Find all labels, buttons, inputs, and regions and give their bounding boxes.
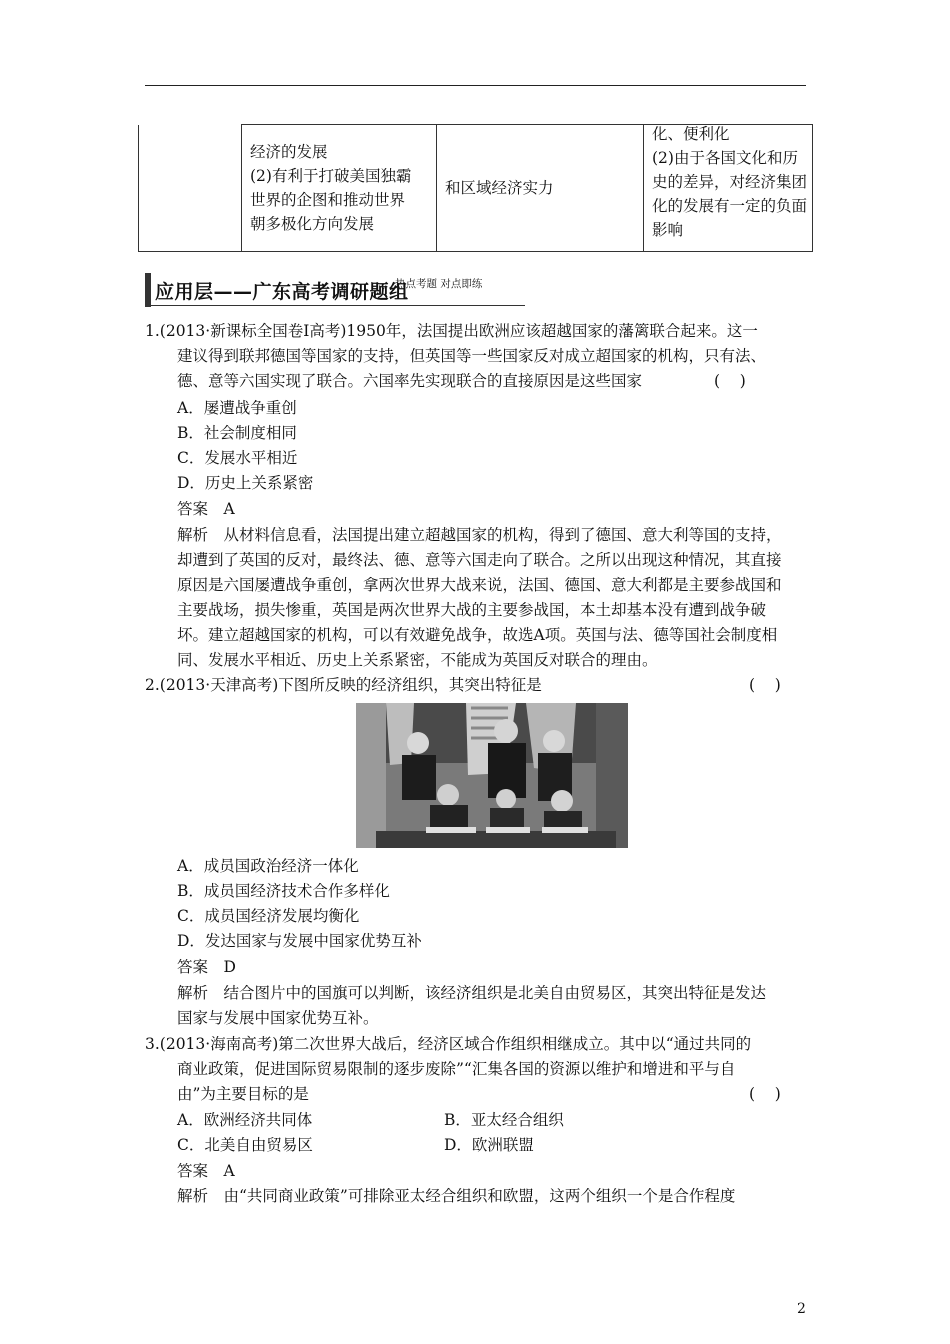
q3-option: A．欧洲经济共同体 bbox=[177, 1111, 313, 1129]
section-heading bbox=[145, 273, 525, 307]
q1-answer: 答案 A bbox=[177, 500, 235, 518]
q2-analysis-line: 解析 结合图片中的国旗可以判断，该经济组织是北美自由贸易区，其突出特征是发达 bbox=[177, 984, 767, 1002]
q1-analysis-line: 却遭到了英国的反对，最终法、德、意等六国走向了联合。之所以出现这种情况，其直接 bbox=[177, 551, 782, 569]
q2-option: A．成员国政治经济一体化 bbox=[177, 857, 359, 875]
q2-option: B．成员国经济技术合作多样化 bbox=[177, 882, 390, 900]
q2-answer: 答案 D bbox=[177, 958, 236, 976]
heading-bar bbox=[145, 273, 151, 307]
q3-stem-line: 由”为主要目标的是 bbox=[177, 1085, 309, 1103]
table-cell-empty bbox=[139, 125, 242, 252]
header-rule bbox=[145, 85, 806, 86]
q1-analysis-line: 原因是六国屡遭战争重创，拿两次世界大战来说，法国、德国、意大利都是主要参战国和 bbox=[177, 576, 782, 594]
q3-answer: 答案 A bbox=[177, 1162, 235, 1180]
q1-stem-line: 1.(2013·新课标全国卷Ⅰ高考)1950年，法国提出欧洲应该超越国家的藩篱联合起来。这一 bbox=[145, 322, 758, 340]
table-cell-significance: 经济的发展 (2)有利于打破美国独霸 世界的企图和推动世界 朝多极化方向发展 bbox=[242, 125, 437, 252]
table-cell-problems: 化、便利化 (2)由于各国文化和历 史的差异，对经济集团 化的发展有一定的负面 影响 bbox=[644, 125, 813, 252]
table-cell-strength: 和区域经济实力 bbox=[437, 125, 644, 252]
q2-option: D．发达国家与发展中国家优势互补 bbox=[177, 932, 422, 950]
q1-analysis-line: 坏。建立超越国家的机构，可以有效避免战争，故选A项。英国与法、德等国社会制度相 bbox=[177, 626, 778, 644]
q1-option: D．历史上关系紧密 bbox=[177, 474, 314, 492]
q1-option: B．社会制度相同 bbox=[177, 424, 297, 442]
heading-underline bbox=[145, 305, 525, 306]
q2-analysis-line: 国家与发展中国家优势互补。 bbox=[177, 1009, 379, 1027]
photo-illustration bbox=[356, 703, 628, 848]
q1-answer-blank: ( ) bbox=[714, 372, 746, 390]
q3-analysis-line: 解析 由“共同商业政策”可排除亚太经合组织和欧盟，这两个组织一个是合作程度 bbox=[177, 1187, 736, 1205]
q2-option: C．成员国经济发展均衡化 bbox=[177, 907, 360, 925]
comparison-table bbox=[138, 124, 813, 252]
q1-analysis-line: 解析 从材料信息看，法国提出建立超越国家的机构，得到了德国、意大利等国的支持， bbox=[177, 526, 782, 544]
q3-stem-line: 商业政策，促进国际贸易限制的逐步废除”“汇集各国的资源以维护和增进和平与自 bbox=[177, 1060, 736, 1078]
section-title: 应用层——广东高考调研题组 bbox=[155, 281, 409, 303]
q3-answer-blank: ( ) bbox=[749, 1085, 781, 1103]
q3-option: C．北美自由贸易区 bbox=[177, 1136, 313, 1154]
section-subtitle: 热点考题 对点即练 bbox=[395, 278, 483, 290]
q1-stem-line: 建议得到联邦德国等国家的支持，但英国等一些国家反对成立超国家的机构，只有法、 bbox=[177, 347, 767, 365]
q1-stem-line: 德、意等六国实现了联合。六国率先实现联合的直接原因是这些国家 bbox=[177, 372, 643, 390]
q1-option: C．发展水平相近 bbox=[177, 449, 298, 467]
q2-answer-blank: ( ) bbox=[749, 676, 781, 694]
q3-stem-line: 3.(2013·海南高考)第二次世界大战后，经济区域合作组织相继成立。其中以“通过共同的 bbox=[145, 1035, 752, 1053]
q1-analysis-line: 同、发展水平相近、历史上关系紧密，不能成为英国反对联合的理由。 bbox=[177, 651, 658, 669]
q1-option: A．屡遭战争重创 bbox=[177, 399, 297, 417]
page-number: 2 bbox=[797, 1301, 806, 1317]
q3-option: B．亚太经合组织 bbox=[444, 1111, 564, 1129]
q1-analysis-line: 主要战场，损失惨重，英国是两次世界大战的主要参战国，本土却基本没有遭到战争破 bbox=[177, 601, 767, 619]
signing-ceremony-photo bbox=[356, 703, 628, 848]
q3-option: D．欧洲联盟 bbox=[444, 1136, 534, 1154]
q2-stem-line: 2.(2013·天津高考)下图所反映的经济组织，其突出特征是 bbox=[145, 676, 542, 694]
